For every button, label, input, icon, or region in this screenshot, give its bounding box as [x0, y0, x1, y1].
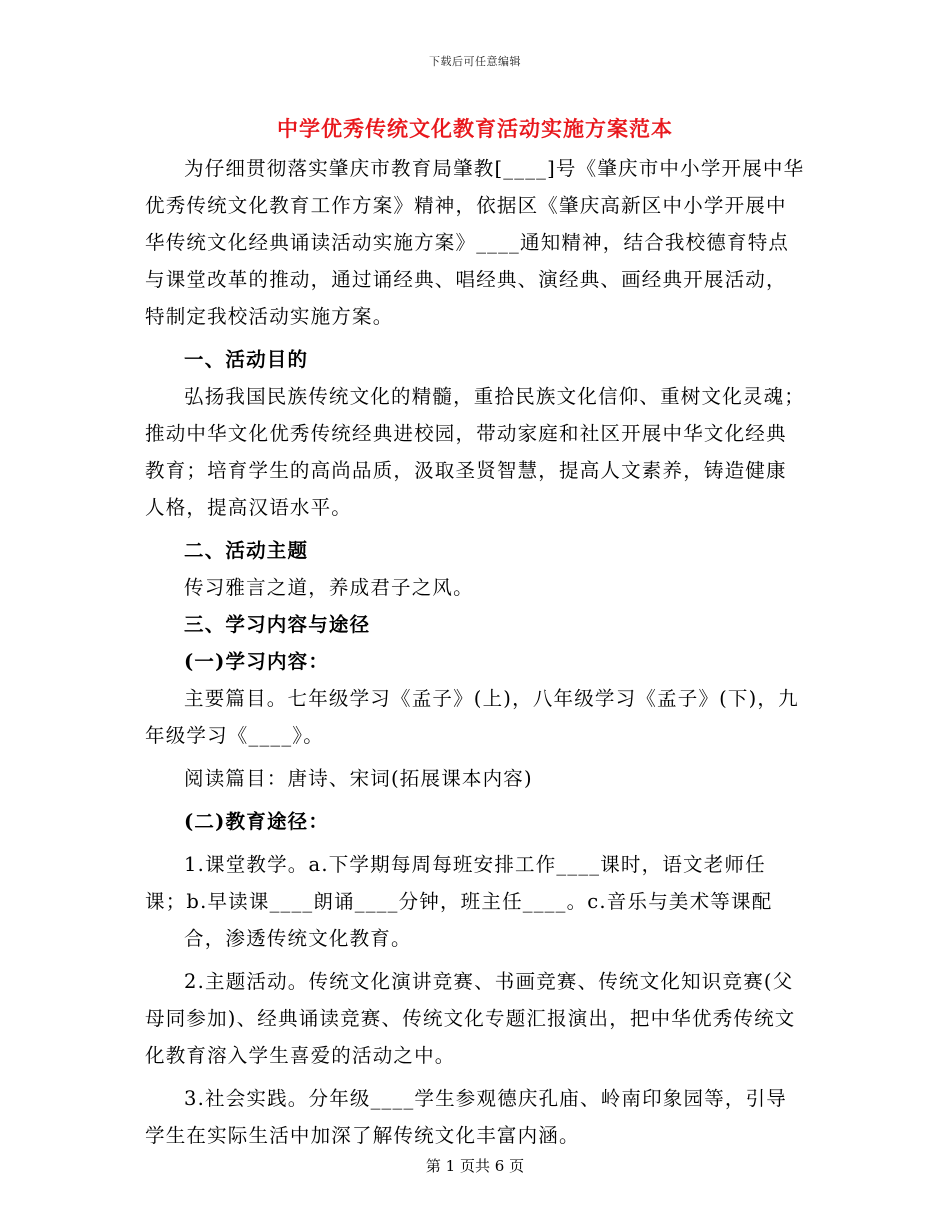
page-footer: 第 1 页共 6 页: [425, 1157, 525, 1175]
subsection-heading-methods: (二)教育途径：: [184, 810, 330, 833]
section-heading-content: 三、学习内容与途径: [184, 613, 371, 636]
section-heading-theme: 二、活动主题: [184, 539, 309, 562]
page-header: 下载后可任意编辑: [429, 55, 521, 68]
section-heading-purpose: 一、活动目的: [184, 348, 309, 371]
main-texts-paragraph: 主要篇目。七年级学习《孟子》(上)，八年级学习《孟子》(下)，九年级学习《____》。: [145, 687, 799, 747]
document-title: 中学优秀传统文化教育活动实施方案范本: [277, 116, 673, 141]
purpose-paragraph: 弘扬我国民族传统文化的精髓，重拾民族文化信仰、重树文化灵魂；推动中华文化优秀传统经典进校园，带动家庭和社区开展中华文化经典教育；培育学生的高尚品质，汲取圣贤智慧，提高人文素养，铸造健康人格，提高汉语水平。: [145, 385, 806, 519]
subsection-heading-content: (一)学习内容：: [184, 650, 330, 673]
method-item-activities: 2.主题活动。传统文化演讲竞赛、书画竞赛、传统文化知识竞赛(父母同参加)、经典诵读竞赛、传统文化专题汇报演出，把中华优秀传统文化教育溶入学生喜爱的活动之中。: [145, 970, 796, 1067]
method-item-practice: 3.社会实践。分年级____学生参观德庆孔庙、岭南印象园等，引导学生在实际生活中加深了解传统文化丰富内涵。: [145, 1087, 788, 1147]
method-item-classroom: 1.课堂教学。a.下学期每周每班安排工作____课时，语文老师任课；b.早读课____朗诵____分钟，班主任____。c.音乐与美术等课配: [145, 853, 773, 913]
reading-texts-paragraph: 阅读篇目：唐诗、宋词(拓展课本内容): [184, 767, 533, 790]
theme-paragraph: 传习雅言之道，养成君子之风。: [184, 576, 474, 599]
intro-paragraph: 为仔细贯彻落实肇庆市教育局肇教[____]号《肇庆市中小学开展中华优秀传统文化教育工作方案》精神，依据区《肇庆高新区中小学开展中华传统文化经典诵读活动实施方案》____通知精神，结合我校德育特点与课堂改革的推动，通过诵经典、唱经典、演经典、画经典开展活动，特制定我校活动实施方案。: [145, 157, 805, 328]
document-body: [145, 150, 805, 1154]
method-item-classroom-continued: 合，渗透传统文化教育。: [184, 927, 412, 950]
